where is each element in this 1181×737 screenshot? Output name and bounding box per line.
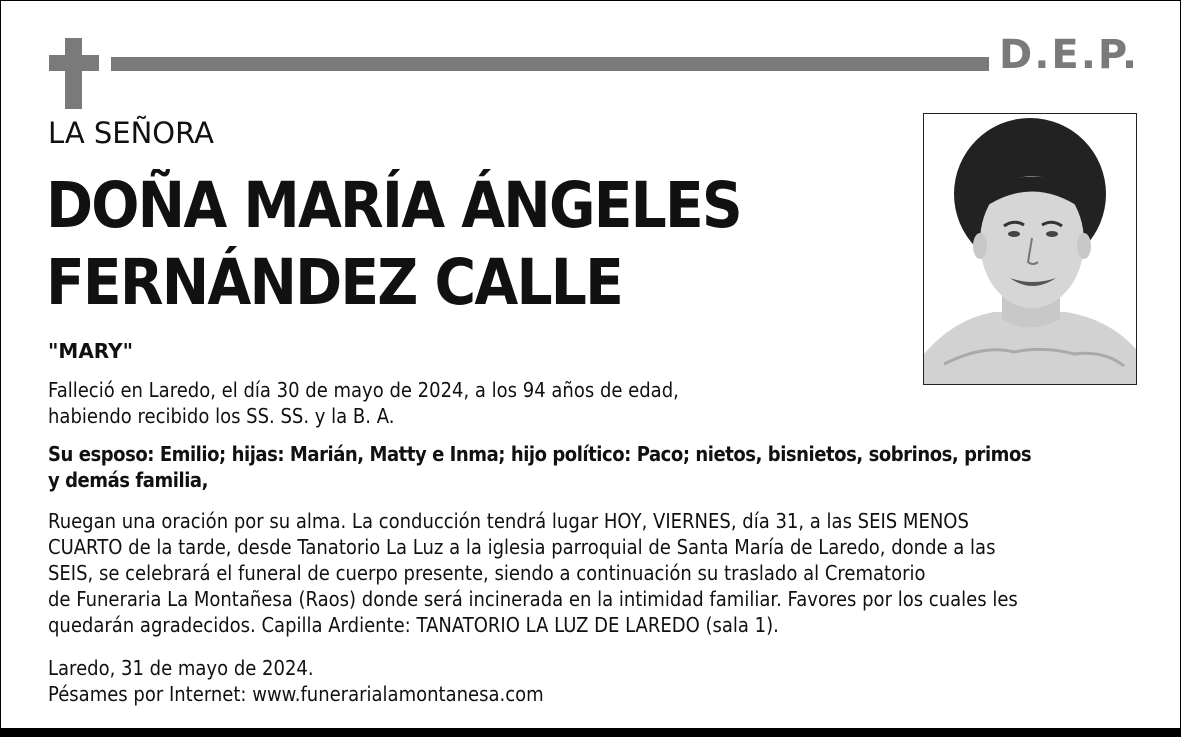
condolences-line: Pésames por Internet: www.funerarialamontanesa.com <box>48 682 544 706</box>
family-list: Su esposo: Emilio; hijas: Marián, Matty e Inma; hijo político: Paco; nietos, bisnietos, sobrinos, primos y demás familia, <box>48 442 1032 492</box>
portrait-photo <box>923 113 1137 385</box>
date-line: Laredo, 31 de mayo de 2024. <box>48 656 314 680</box>
deceased-name-line2: FERNÁNDEZ CALLE <box>46 246 623 319</box>
title-prefix: LA SEÑORA <box>48 116 214 150</box>
dep-label: D.E.P. <box>999 32 1140 78</box>
closing-info <box>48 655 768 707</box>
service-details: Ruegan una oración por su alma. La conducción tendrá lugar HOY, VIERNES, día 31, a las SEIS MENOS CUARTO de la tarde, desde Tanatorio La Luz a la iglesia parroquial de Santa María de Laredo, donde a las SEIS, se celebrará el funeral de cuerpo presente, siendo a continuación su traslado al Crematorio de Funeraria La Montañesa (Raos) donde será incinerada en la intimidad familiar. Favores por los cuales les quedarán agradecidos. Capilla Ardiente: TANATORIO LA LUZ DE LAREDO (sala 1). <box>48 509 1018 637</box>
header-rule <box>111 57 989 71</box>
death-details: Falleció en Laredo, el día 30 de mayo de 2024, a los 94 años de edad, habiendo recibido los SS. SS. y la B. A. <box>48 378 679 428</box>
deceased-name-line1: DOÑA MARÍA ÁNGELES <box>46 169 741 242</box>
nickname: "MARY" <box>48 339 134 363</box>
